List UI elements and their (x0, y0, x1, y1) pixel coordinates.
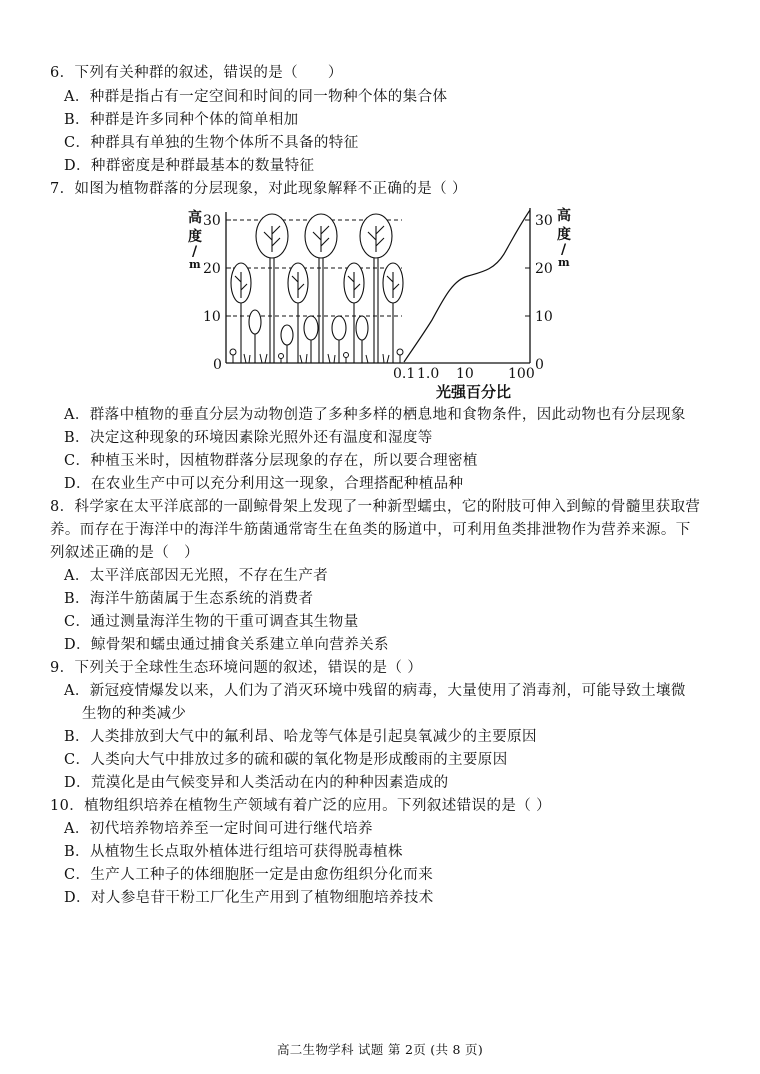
q10-option-c: C．生产人工种子的体细胞胚一定是由愈伤组织分化而来 (64, 867, 434, 883)
herb-layer (230, 349, 403, 363)
x-tick-10: 10 (456, 366, 474, 382)
left-axis-label-3: / (192, 244, 198, 260)
q7-stem: 7．如图为植物群落的分层现象，对此现象解释不正确的是（ ） (50, 181, 467, 197)
q10-option-b: B．从植物生长点取外植体进行组培可获得脱毒植株 (64, 844, 403, 860)
q9-option-b: B．人类排放到大气中的氟利昂、哈龙等气体是引起臭氧减少的主要原因 (64, 729, 537, 745)
q6-option-a: A．种群是指占有一定空间和时间的同一物种个体的集合体 (64, 89, 448, 105)
q9-stem: 9．下列关于全球性生态环境问题的叙述，错误的是（ ） (50, 660, 423, 676)
x-tick-0-1: 0.1 (393, 366, 416, 382)
q9-option-a: A．新冠疫情爆发以来，人们为了消灭环境中残留的病毒，大量使用了消毒剂，可能导致土壤微 (64, 683, 686, 699)
page-footer: 高二生物学科 试题 第 2页 (共 8 页) (276, 1042, 484, 1057)
q8-stem-line-2: 养。而存在于海洋中的海洋牛筋菌通常寄生在鱼类的肠道中，可利用鱼类排泄物作为营养来源。下 (50, 522, 691, 538)
left-tick-20: 20 (203, 261, 221, 277)
x-tick-100: 100 (508, 366, 535, 382)
right-tick-30: 30 (535, 213, 553, 229)
left-axis-label-1: 高 (188, 210, 202, 226)
q8-option-c: C．通过测量海洋生物的干重可调查其生物量 (64, 614, 359, 630)
q6-option-b: B．种群是许多同种个体的简单相加 (64, 112, 299, 128)
left-axis-label-4: m (189, 258, 201, 271)
q8-option-b: B．海洋牛筋菌属于生态系统的消费者 (64, 591, 314, 607)
q7-option-b: B．决定这种现象的环境因素除光照外还有温度和湿度等 (64, 430, 433, 446)
q6-stem: 6．下列有关种群的叙述，错误的是（ ） (50, 65, 343, 81)
q8-option-d: D．鲸骨架和蠕虫通过捕食关系建立单向营养关系 (64, 637, 389, 653)
q10-option-a: A．初代培养物培养至一定时间可进行继代培养 (64, 821, 373, 837)
q7-option-d: D．在农业生产中可以充分利用这一现象，合理搭配种植品种 (64, 476, 464, 492)
q10-stem: 10．植物组织培养在植物生产领域有着广泛的应用。下列叙述错误的是（ ） (50, 798, 552, 814)
left-tick-30: 30 (203, 213, 221, 229)
left-axis-label-2: 度 (188, 229, 202, 245)
left-tick-10: 10 (203, 309, 221, 325)
q7-option-a: A．群落中植物的垂直分层为动物创造了多种多样的栖息地和食物条件，因此动物也有分层现象 (64, 407, 686, 423)
right-axis-label-2: 度 (557, 227, 571, 243)
right-tick-0: 0 (535, 357, 544, 373)
light-intensity-curve (404, 210, 530, 362)
x-axis-title: 光强百分比 (436, 383, 512, 400)
q9-option-a-continued: 生物的种类减少 (82, 706, 187, 722)
q8-option-a: A．太平洋底部因无光照，不存在生产者 (64, 568, 329, 584)
x-tick-1-0: 1.0 (417, 366, 440, 382)
right-tick-10: 10 (535, 309, 553, 325)
q7-option-c: C．种植玉米时，因植物群落分层现象的存在，所以要合理密植 (64, 453, 478, 469)
right-tick-20: 20 (535, 261, 553, 277)
q8-stem-line-3: 列叙述正确的是（ ） (50, 545, 199, 561)
q10-option-d: D．对人参皂苷干粉工厂化生产用到了植物细胞培养技术 (64, 890, 434, 906)
q8-stem-line-1: 8．科学家在太平洋底部的一副鲸骨架上发现了一种新型蠕虫，它的附肢可伸入到鲸的骨髓里获取营 (50, 499, 701, 515)
tall-tree-layer (256, 214, 392, 363)
q6-option-d: D．种群密度是种群最基本的数量特征 (64, 158, 315, 174)
left-tick-0: 0 (213, 357, 222, 373)
q9-option-d: D．荒漠化是由气候变异和人类活动在内的种种因素造成的 (64, 775, 449, 791)
right-axis-label-4: m (558, 256, 570, 269)
plant-community-stratification-figure (0, 0, 760, 400)
q9-option-c: C．人类向大气中排放过多的硫和碳的氧化物是形成酸雨的主要原因 (64, 752, 508, 768)
q6-option-c: C．种群具有单独的生物个体所不具备的特征 (64, 135, 359, 151)
right-axis-label-3: / (561, 242, 567, 258)
right-axis-label-1: 高 (557, 208, 571, 224)
